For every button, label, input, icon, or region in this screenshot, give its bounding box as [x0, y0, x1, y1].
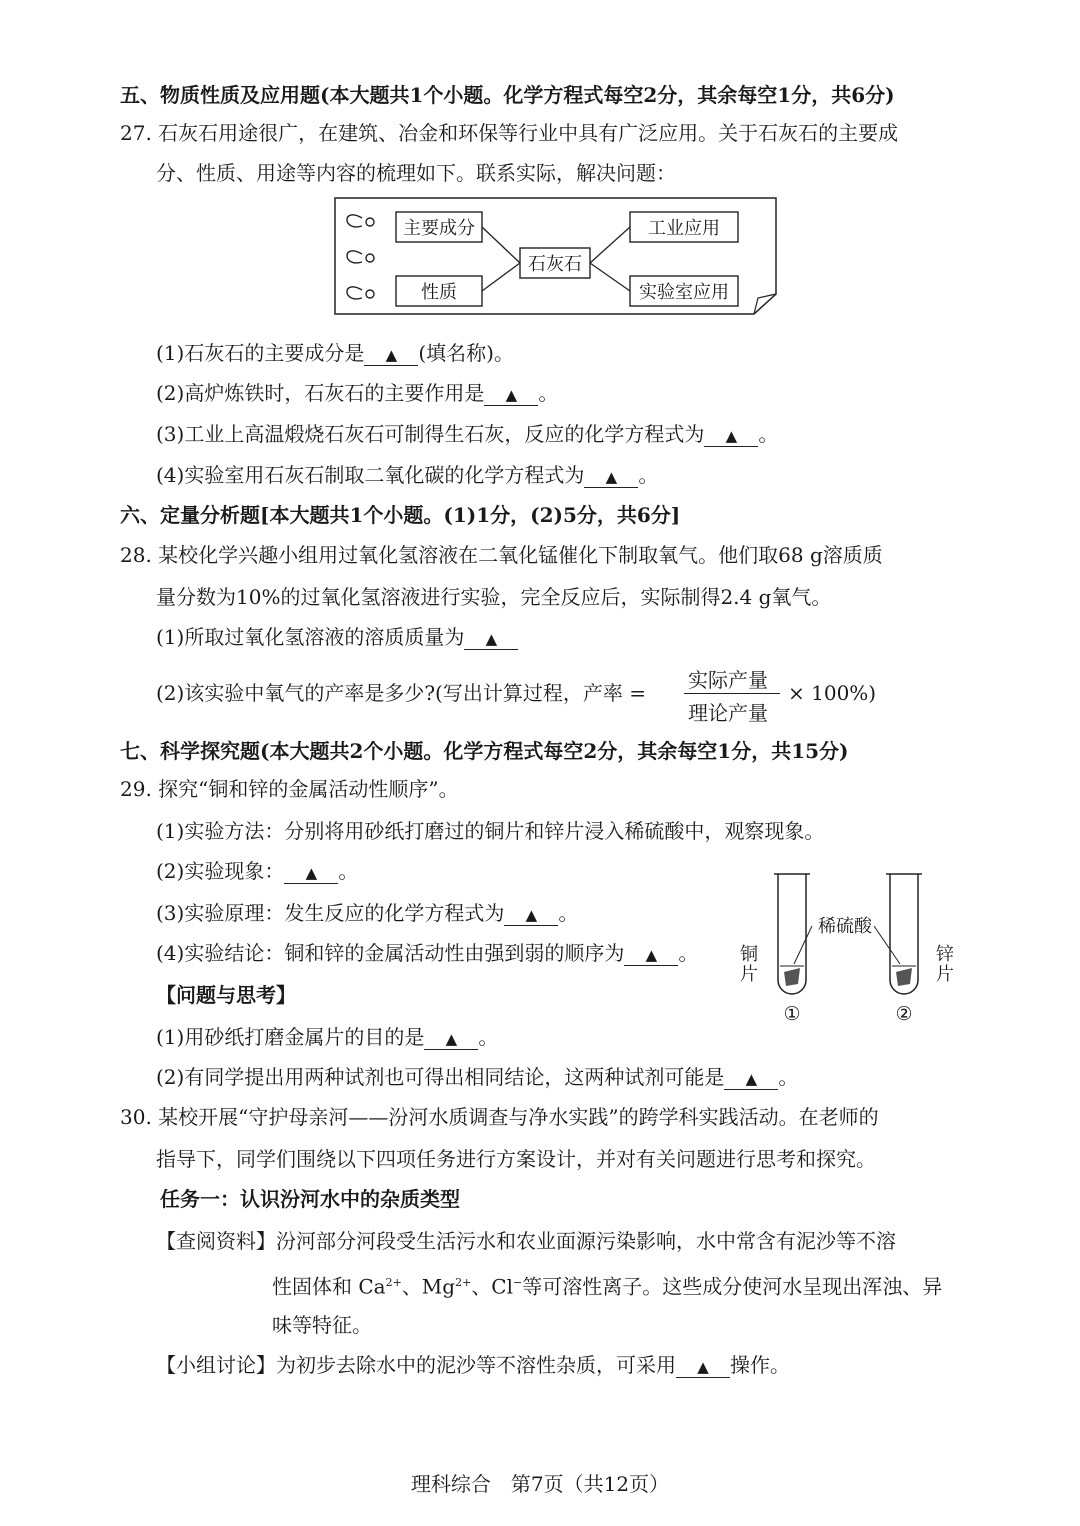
q27-part4: (4)实验室用石灰石制取二氧化碳的化学方程式为 ▲ 。	[156, 463, 659, 487]
copper-label-1: 铜	[740, 944, 758, 965]
copper-label-2: 片	[740, 964, 758, 985]
think-header: 【问题与思考】	[156, 983, 296, 1007]
ref-line3: 味等特征。	[272, 1313, 372, 1337]
q28-part1: (1)所取过氧化氢溶液的溶质质量为 ▲	[156, 624, 518, 650]
q28-percent: × 100%)	[788, 681, 877, 705]
q28-line1: 28. 某校化学兴趣小组用过氧化氢溶液在二氧化锰催化下制取氧气。他们取68 g溶质质	[120, 543, 883, 567]
map-main-component: 主要成分	[403, 218, 475, 239]
zinc-label-2: 片	[936, 964, 954, 985]
map-center: 石灰石	[528, 254, 582, 275]
q30-line1: 30. 某校开展“守护母亲河——汾河水质调查与净水实践”的跨学科实践活动。在老师的	[120, 1105, 879, 1129]
q29-title: 29. 探究“铜和锌的金属活动性顺序”。	[120, 777, 459, 801]
test-tube-figure	[740, 868, 970, 1028]
q27-part3: (3)工业上高温煅烧石灰石可制得生石灰，反应的化学方程式为 ▲ 。	[156, 422, 779, 446]
answer-blank[interactable]: ▲	[284, 861, 338, 884]
q27-part1: (1)石灰石的主要成分是 ▲ (填名称)。	[156, 341, 514, 365]
section6-header: 六、定量分析题[本大题共1个小题。(1)1分，(2)5分，共6分]	[120, 503, 681, 527]
q27-line1: 27. 石灰石用途很广，在建筑、冶金和环保等行业中具有广泛应用。关于石灰石的主要成	[120, 121, 899, 145]
q29-part2: (2)实验现象： ▲ 。	[156, 859, 359, 883]
fraction-denominator: 理论产量	[688, 701, 768, 725]
tube2-number: ②	[895, 1003, 913, 1025]
q27-line2: 分、性质、用途等内容的梳理如下。联系实际，解决问题：	[156, 161, 676, 185]
section5-header: 五、物质性质及应用题(本大题共1个小题。化学方程式每空2分，其余每空1分，共6分)	[120, 83, 895, 107]
map-properties: 性质	[421, 282, 457, 303]
answer-blank[interactable]: ▲	[724, 1067, 778, 1090]
answer-blank[interactable]: ▲	[704, 424, 758, 447]
q29-part3: (3)实验原理：发生反应的化学方程式为 ▲ 。	[156, 901, 579, 925]
q29-think2: (2)有同学提出用两种试剂也可得出相同结论，这两种试剂可能是 ▲ 。	[156, 1065, 799, 1089]
q29-think1: (1)用砂纸打磨金属片的目的是 ▲ 。	[156, 1025, 499, 1049]
answer-blank[interactable]: ▲	[364, 343, 418, 366]
answer-blank[interactable]: ▲	[624, 943, 678, 966]
answer-blank[interactable]: ▲	[676, 1355, 730, 1378]
answer-blank[interactable]: ▲	[424, 1027, 478, 1050]
fraction-bar	[684, 693, 780, 694]
answer-blank[interactable]: ▲	[584, 465, 638, 488]
q27-part2: (2)高炉炼铁时，石灰石的主要作用是 ▲ 。	[156, 381, 559, 405]
fraction-numerator: 实际产量	[688, 668, 768, 692]
q28-part2: (2)该实验中氧气的产率是多少?(写出计算过程，产率 =	[156, 681, 646, 705]
answer-blank[interactable]: ▲	[484, 383, 538, 406]
tube1-number: ①	[783, 1003, 801, 1025]
ref-line2: 性固体和 $Ca^{2+}$、$Mg^{2+}$、Cl−等可溶性离子。这些成分使河水呈现出浑浊、异	[272, 1274, 943, 1299]
limestone-mind-map	[334, 196, 778, 318]
q28-line2: 量分数为10%的过氧化氢溶液进行实验，完全反应后，实际制得2.4 g氧气。	[156, 585, 832, 609]
answer-blank[interactable]: ▲	[504, 903, 558, 926]
answer-blank[interactable]: ▲	[464, 627, 518, 650]
section7-header: 七、科学探究题(本大题共2个小题。化学方程式每空2分，其余每空1分，共15分)	[120, 739, 849, 763]
ref-line1: 【查阅资料】汾河部分河段受生活污水和农业面源污染影响，水中常含有泥沙等不溶	[156, 1229, 896, 1253]
zinc-label-1: 锌	[936, 944, 954, 965]
acid-label: 稀硫酸	[818, 916, 872, 937]
q30-line2: 指导下，同学们围绕以下四项任务进行方案设计，并对有关问题进行思考和探究。	[156, 1147, 876, 1171]
map-industrial-use: 工业应用	[648, 218, 720, 239]
task1-title: 任务一：认识汾河水中的杂质类型	[160, 1187, 460, 1211]
discussion-line: 【小组讨论】为初步去除水中的泥沙等不溶性杂质，可采用 ▲ 操作。	[156, 1353, 790, 1377]
q29-part4: (4)实验结论：铜和锌的金属活动性由强到弱的顺序为 ▲ 。	[156, 941, 699, 965]
map-lab-use: 实验室应用	[639, 282, 729, 303]
q29-part1: (1)实验方法：分别将用砂纸打磨过的铜片和锌片浸入稀硫酸中，观察现象。	[156, 819, 825, 843]
page-footer: 理科综合 第7页（共12页）	[410, 1472, 670, 1496]
